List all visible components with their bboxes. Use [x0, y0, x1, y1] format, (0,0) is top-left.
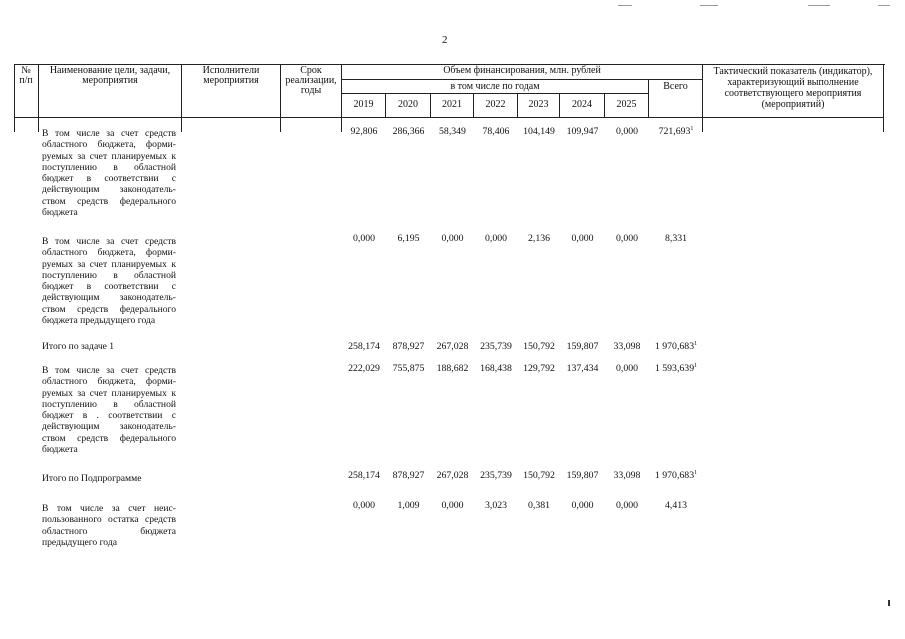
value-cell: 0,000	[615, 363, 639, 374]
value-cell: 267,028	[436, 470, 469, 481]
value-cell: 878,927	[392, 470, 425, 481]
value-cell: 0,000	[615, 126, 639, 137]
value-cell: 33,098	[613, 470, 641, 481]
value-cell: 0,000	[615, 500, 639, 511]
value-cell: 258,174	[348, 470, 380, 481]
value-cell: 0,000	[352, 500, 376, 511]
total-cell: 8,331	[664, 233, 688, 244]
column-divider	[181, 118, 182, 132]
value-cell: 2,136	[527, 233, 551, 244]
header-term: Срок реализации, годы	[281, 64, 342, 118]
header-num: № п/п	[14, 64, 39, 118]
row-label: В том числе за счет средств областного бюджета, форми-руемых за счет планируемых к поступлению в областной бюджет в соответствии с действующим законодатель-ством средств федерального бюджета	[42, 128, 176, 219]
header-indicator: Тактический показатель (индикатор), характеризующий выполнение соответствующего мероприятия (мероприятий)	[703, 64, 884, 118]
value-cell: 58,349	[439, 126, 466, 137]
value-cell: 3,023	[484, 500, 508, 511]
value-cell: 0,000	[352, 233, 376, 244]
header-year: 2024	[560, 94, 605, 118]
total-cell: 1 970,683$^1$	[654, 470, 698, 481]
footnote-mark: 1	[694, 470, 698, 476]
header-by-years: в том числе по годам	[342, 80, 649, 94]
value-cell: 129,792	[523, 363, 555, 374]
column-divider	[14, 118, 15, 132]
row-label: В том числе за счет средств областного бюджета, форми-руемых за счет планируемых к поступлению в областной бюджет в соответствии с действующим законодатель-ством средств федерального бюджета предыдущего года	[42, 236, 176, 327]
row-label: В том числе за счет неис-пользованного остатка средств областного бюджета предыдущего года	[42, 503, 176, 548]
value-cell: 150,792	[523, 470, 555, 481]
value-cell: 1,009	[397, 500, 420, 511]
value-cell: 188,682	[436, 363, 469, 374]
total-cell: 721,693$^1$	[658, 126, 694, 137]
value-cell: 0,000	[441, 233, 464, 244]
value-cell: 878,927	[392, 341, 425, 352]
scan-artifact	[878, 5, 890, 6]
scan-artifact	[618, 5, 632, 6]
header-year: 2023	[518, 94, 560, 118]
value-cell: 235,739	[480, 470, 512, 481]
value-cell: 33,098	[613, 341, 641, 352]
total-cell: 4,413	[664, 500, 688, 511]
value-cell: 0,000	[484, 233, 508, 244]
row-label: Итого по Подпрограмме	[42, 473, 142, 484]
scan-artifact	[700, 5, 718, 6]
header-year: 2019	[342, 94, 386, 118]
row-label: В том числе за счет средств областного бюджета, форми-руемых за счет планируемых к поступлению в областной бюджет в . соответствии с действующим законодатель-ством средств федерального бюджета	[42, 365, 176, 456]
value-cell: 109,947	[566, 126, 599, 137]
total-cell: 1 970,683$^1$	[654, 341, 698, 352]
value-cell: 6,195	[397, 233, 420, 244]
value-cell: 159,807	[566, 341, 599, 352]
header-executors: Исполнители мероприятия	[182, 64, 281, 118]
value-cell: 286,366	[392, 126, 425, 137]
value-cell: 150,792	[523, 341, 555, 352]
value-cell: 0,000	[571, 233, 594, 244]
header-year: 2025	[605, 94, 649, 118]
value-cell: 0,381	[527, 500, 551, 511]
column-divider	[280, 118, 281, 132]
header-financing: Объем финансирования, млн. рублей	[342, 64, 703, 80]
value-cell: 0,000	[615, 233, 639, 244]
header-year: 2022	[474, 94, 518, 118]
footnote-mark: 1	[694, 341, 698, 347]
value-cell: 235,739	[480, 341, 512, 352]
column-divider	[38, 118, 39, 132]
header-name: Наименование цели, задачи, мероприятия	[39, 64, 182, 118]
value-cell: 78,406	[482, 126, 510, 137]
header-year: 2021	[431, 94, 474, 118]
value-cell: 92,806	[350, 126, 378, 137]
value-cell: 222,029	[348, 363, 380, 374]
value-cell: 267,028	[436, 341, 469, 352]
page-number: 2	[442, 34, 448, 46]
row-label: Итого по задаче 1	[42, 341, 115, 352]
header-total: Всего	[649, 80, 703, 118]
scan-artifact	[888, 600, 890, 606]
value-cell: 755,875	[392, 363, 425, 374]
value-cell: 168,438	[480, 363, 512, 374]
value-cell: 0,000	[571, 500, 594, 511]
column-divider	[883, 118, 884, 132]
value-cell: 258,174	[348, 341, 380, 352]
total-cell: 1 593,639$^1$	[654, 363, 698, 374]
value-cell: 0,000	[441, 500, 464, 511]
value-cell: 137,434	[566, 363, 599, 374]
footnote-mark: 1	[690, 126, 694, 132]
scan-artifact	[808, 5, 830, 6]
footnote-mark: 1	[694, 363, 698, 369]
header-year: 2020	[386, 94, 431, 118]
value-cell: 159,807	[566, 470, 599, 481]
value-cell: 104,149	[523, 126, 555, 137]
